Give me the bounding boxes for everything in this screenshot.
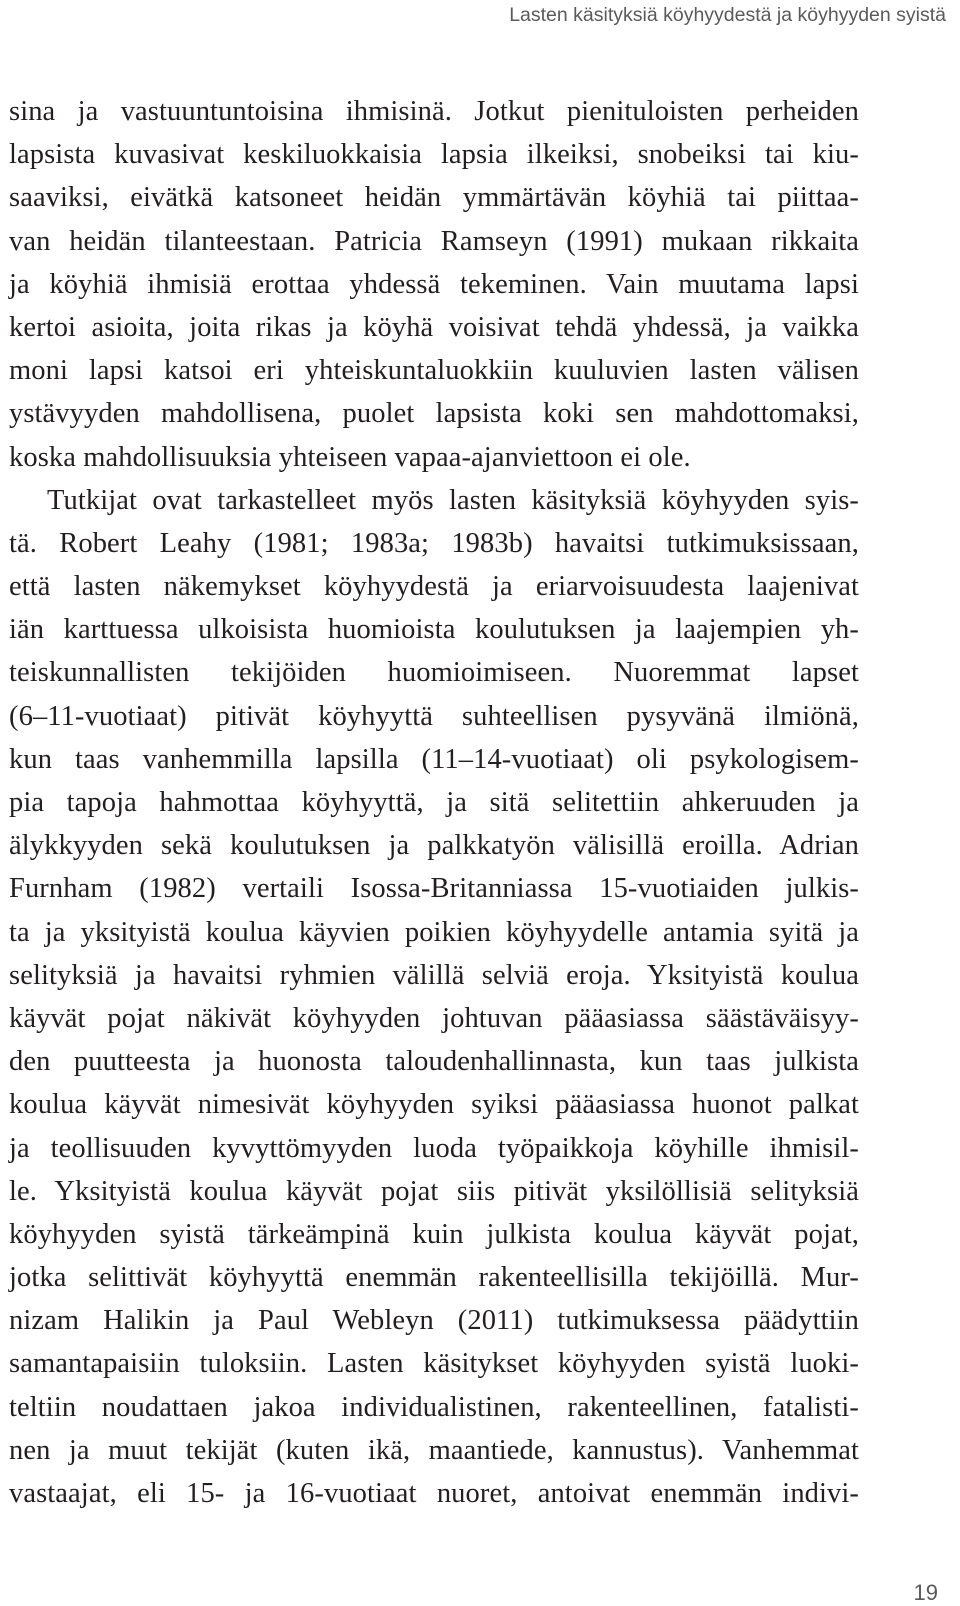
text-line: koulua käyvät nimesivät köyhyyden syiksi pääasiassa huonot palkat <box>9 1089 859 1121</box>
text-line: ystävyyden mahdollisena, puolet lapsista koki sen mahdottomaksi, <box>9 398 859 430</box>
text-line: käyvät pojat näkivät köyhyyden johtuvan pääasiassa säästäväisyy- <box>9 1002 859 1034</box>
text-line: nen ja muut tekijät (kuten ikä, maantiede, kannustus). Vanhemmat <box>9 1434 859 1466</box>
text-line: iän karttuessa ulkoisista huomioista koulutuksen ja laajempien yh- <box>9 614 859 646</box>
text-line: saaviksi, eivätkä katsoneet heidän ymmärtävän köyhiä tai piittaa- <box>9 182 859 214</box>
text-line: Tutkijat ovat tarkastelleet myös lasten käsityksiä köyhyyden syis- <box>47 484 859 516</box>
text-line: samantapaisiin tuloksiin. Lasten käsitykset köyhyyden syistä luoki- <box>9 1348 859 1380</box>
text-line: että lasten näkemykset köyhyydestä ja eriarvoisuudesta laajenivat <box>9 571 859 603</box>
text-line: (6–11-vuotiaat) pitivät köyhyyttä suhteellisen pysyvänä ilmiönä, <box>9 700 859 732</box>
text-line: moni lapsi katsoi eri yhteiskuntaluokkiin kuuluvien lasten välisen <box>9 355 859 387</box>
text-line: köyhyyden syistä tärkeämpinä kuin julkista koulua käyvät pojat, <box>9 1218 859 1250</box>
text-line: vastaajat, eli 15- ja 16-vuotiaat nuoret, antoivat enemmän indivi- <box>9 1478 859 1509</box>
text-line: ta ja yksityistä koulua käyvien poikien köyhyydelle antamia syitä ja <box>9 916 859 948</box>
running-header: Lasten käsityksiä köyhyydestä ja köyhyyden syistä <box>509 4 946 26</box>
text-line: jotka selittivät köyhyyttä enemmän rakenteellisilla tekijöillä. Mur- <box>9 1262 859 1294</box>
text-line: ja teollisuuden kyvyttömyyden luoda työpaikkoja köyhille ihmisil- <box>9 1132 859 1164</box>
text-line: sina ja vastuuntuntoisina ihmisinä. Jotkut pienituloisten perheiden <box>9 96 859 127</box>
text-line: koska mahdollisuuksia yhteiseen vapaa-ajanviettoon ei ole. <box>9 441 691 473</box>
body-text <box>9 90 859 1515</box>
text-line: van heidän tilanteestaan. Patricia Ramseyn (1991) mukaan rikkaita <box>9 225 859 257</box>
text-line: teiskunnallisten tekijöiden huomioimiseen. Nuoremmat lapset <box>9 657 859 689</box>
text-line: le. Yksityistä koulua käyvät pojat siis pitivät yksilöllisiä selityksiä <box>9 1175 859 1207</box>
text-line: älykkyyden sekä koulutuksen ja palkkatyön välisillä eroilla. Adrian <box>9 830 859 862</box>
text-line: tä. Robert Leahy (1981; 1983a; 1983b) havaitsi tutkimuksissaan, <box>9 527 859 559</box>
text-line: selityksiä ja havaitsi ryhmien välillä selviä eroja. Yksityistä koulua <box>9 959 859 991</box>
text-line: kun taas vanhemmilla lapsilla (11–14-vuotiaat) oli psykologisem- <box>9 743 859 775</box>
text-line: lapsista kuvasivat keskiluokkaisia lapsia ilkeiksi, snobeiksi tai kiu- <box>9 139 859 171</box>
text-line: nizam Halikin ja Paul Webleyn (2011) tutkimuksessa päädyttiin <box>9 1305 859 1337</box>
text-line: den puutteesta ja huonosta taloudenhallinnasta, kun taas julkista <box>9 1046 859 1078</box>
text-line: teltiin noudattaen jakoa individualistinen, rakenteellinen, fatalisti- <box>9 1391 859 1423</box>
text-line: ja köyhiä ihmisiä erottaa yhdessä tekeminen. Vain muutama lapsi <box>9 268 859 300</box>
text-line: pia tapoja hahmottaa köyhyyttä, ja sitä selitettiin ahkeruuden ja <box>9 787 859 818</box>
text-line: kertoi asioita, joita rikas ja köyhä voisivat tehdä yhdessä, ja vaikka <box>9 311 859 343</box>
text-line: Furnham (1982) vertaili Isossa-Britanniassa 15-vuotiaiden julkis- <box>9 873 859 905</box>
page-number: 19 <box>913 1580 938 1605</box>
